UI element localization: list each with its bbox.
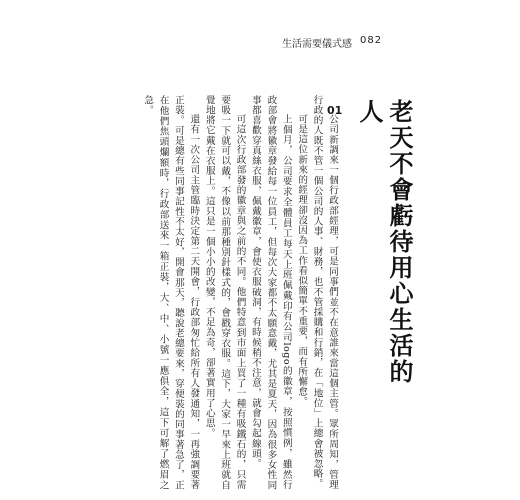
paragraph: 上個月，公司要求全體員工每天上班佩戴印有公司logo的徽章，按照慣例，雖然行政部會將徽章發給每一位員工，但每次大家都不太願意戴，尤其是夏天，因為很多女性同事都喜歡穿真絲衣服，佩戴徽章，會使衣服破洞，有時候稍不注意，就會勾起線頭。: [249, 95, 292, 490]
paragraph: 還有一次公司主管臨時決定第二天開會，行政部匆忙給所有人發通知，一再強調要著正裝。可是總有些同事記性不太好，開會那天，聽說老總要來，穿便裝的同事著急了，正在他們焦頭爛額時，行政部送來一箱正裝，大、中、小號一應俱全，這下可解了燃眉之急。: [142, 95, 200, 490]
paragraph: 公司新調來一個行政部經理，可是同事們並不在意誰來當這個主管。眾所周知，管理行政的人既不管一個公司的人事、財務，也不管採購和行銷，在「地位」上總會被忽略。: [311, 95, 338, 490]
paragraph: 可這次行政部發的徽章與之前的不同。他們特意到市面上買了一種有吸鐵石的，只需要吸一下就可以戴，不像以前那種別針樣式的，會戳穿衣服。這下，大家一早來上班就自覺地將它戴在衣服上。這只是一個小小的改變，不足為奇，卻著實用了心思。: [203, 95, 246, 490]
page-number: 082: [360, 35, 383, 46]
running-header: 生活需要儀式感: [282, 39, 352, 50]
paragraph: 可是這位新來的經理卻沒因為工作看似簡單不重要，而有所懈怠。: [296, 114, 308, 408]
section-number: 01: [327, 104, 343, 117]
section-title: 老天不會虧待用心生活的人: [355, 99, 413, 385]
body-text: [130, 95, 343, 490]
